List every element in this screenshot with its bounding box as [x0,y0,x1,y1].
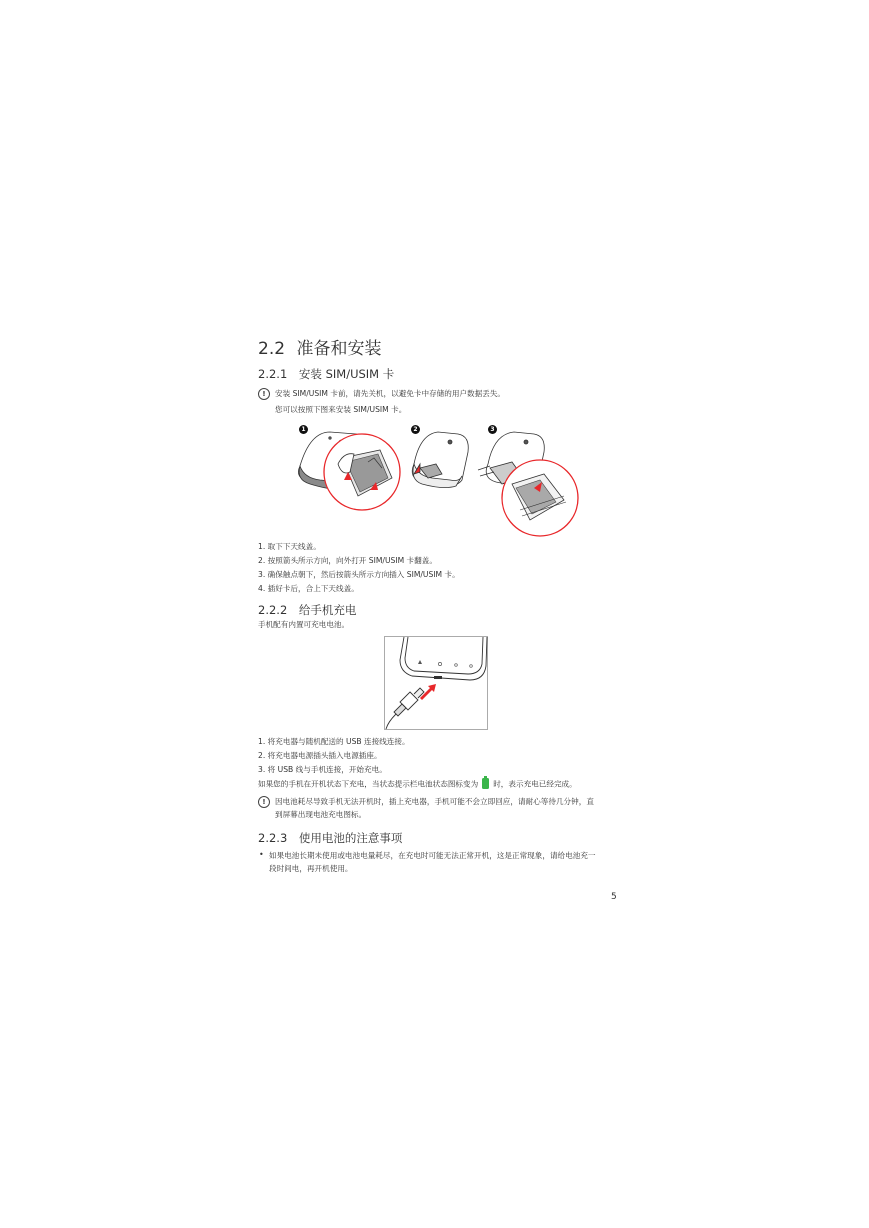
battery-full-icon [482,778,489,789]
zoom-circle-1-illustration [324,434,400,510]
section-number: 2.2 [258,339,286,359]
battery-heading-title: 使用电池的注意事项 [298,831,403,845]
charge-step-2: 2. 将充电器电源插头插入电源插座。 [258,751,382,760]
zoom-circle-3-illustration [502,460,578,536]
charge-heading [258,602,356,618]
page-number: 5 [611,892,617,902]
charging-illustration [384,636,488,730]
sim-install-illustration [290,424,580,540]
sim-heading-title: 安装 SIM/USIM 卡 [298,367,395,381]
charge-status-after: 时，表示充电已经完成。 [493,779,577,789]
battery-bullet-line-2: 段时间电，再开机使用。 [269,864,353,873]
charge-heading-title: 给手机充电 [298,603,357,617]
section-heading [258,334,381,359]
caution-icon: ! [258,388,270,400]
charge-step-1: 1. 将充电器与随机配送的 USB 连接线连接。 [258,737,410,746]
sim-note: 安装 SIM/USIM 卡前，请先关机，以避免卡中存储的用户数据丢失。 [275,389,506,398]
charge-note-line-1: 因电池耗尽导致手机无法开机时，插上充电器，手机可能不会立即回应，请耐心等待几分钟，直 [275,797,594,806]
caution-icon-2: ! [258,796,270,808]
phone-back-2-illustration [412,432,468,488]
sim-heading [258,366,394,382]
sim-step-1: 1. 取下下天线盖。 [258,542,321,551]
step-badge-2: 2 [411,425,420,434]
charge-status-before: 如果您的手机在开机状态下充电，当状态提示栏电池状态图标变为 [258,779,479,789]
sim-step-4: 4. 插好卡后，合上下天线盖。 [258,584,359,593]
battery-heading-number: 2.2.3 [258,831,288,845]
battery-bullet-line-1: 如果电池长期未使用或电池电量耗尽，在充电时可能无法正常开机，这是正常现象，请给电池充一 [269,851,596,860]
charge-heading-number: 2.2.2 [258,603,288,617]
charge-intro: 手机配有内置可充电电池。 [258,620,350,629]
sim-intro: 您可以按照下图来安装 SIM/USIM 卡。 [275,405,407,414]
charge-step-3: 3. 将 USB 线与手机连接，开始充电。 [258,765,387,774]
step-badge-1: 1 [299,425,308,434]
section-title: 准备和安装 [296,339,382,359]
battery-heading [258,830,402,846]
bullet-marker: • [259,850,264,859]
sim-step-3: 3. 确保触点朝下，然后按箭头所示方向插入 SIM/USIM 卡。 [258,570,460,579]
sim-heading-number: 2.2.1 [258,367,288,381]
step-badge-3: 3 [488,425,497,434]
charge-status-line [258,779,577,790]
charge-note-line-2: 到屏幕出现电池充电图标。 [275,810,367,819]
phone-bottom-illustration [400,637,487,680]
sim-step-2: 2. 按照箭头所示方向，向外打开 SIM/USIM 卡翻盖。 [258,556,437,565]
